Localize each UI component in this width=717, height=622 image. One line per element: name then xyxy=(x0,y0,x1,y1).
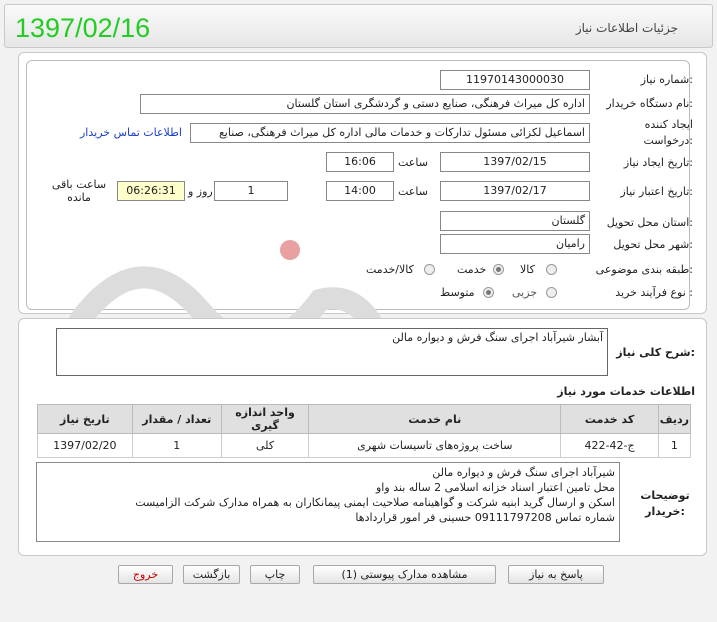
cell-service-name: ساخت پروژه‌های تاسیسات شهری xyxy=(309,434,561,458)
attachments-button[interactable]: مشاهده مدارک پیوستی (1) xyxy=(313,565,496,584)
page-title: جزئیات اطلاعات نیاز xyxy=(575,21,678,35)
cell-unit: کلی xyxy=(221,434,308,458)
remaining-time-field: 06:26:31 xyxy=(117,181,185,201)
need-number-label: شماره نیاز: xyxy=(640,73,693,86)
print-button[interactable]: چاپ xyxy=(250,565,300,584)
requester-label: ایجاد کننده درخواست: xyxy=(643,118,693,147)
category-goods-text: کالا xyxy=(520,263,535,276)
city-label: شهر محل تحویل: xyxy=(613,238,693,251)
buyer-notes-line: اسکن و ارسال گرید ابنیه شرکت و گواهینامه صلاحیت ایمنی پیمانکاران به همراه مدارک شرکت الزامیست xyxy=(135,496,615,509)
buyer-org-field: اداره کل میراث فرهنگی، صنایع دستی و گردشگری استان گلستان xyxy=(140,94,590,114)
process-radio-minor[interactable] xyxy=(546,287,557,298)
validity-time-field: 14:00 xyxy=(326,181,394,201)
buyer-notes-field xyxy=(36,462,620,542)
category-service-text: خدمت xyxy=(457,263,487,276)
created-time-label: ساعت xyxy=(398,156,428,169)
general-desc-label: شرح کلی نیاز: xyxy=(616,346,695,359)
validity-date-field: 1397/02/17 xyxy=(440,181,590,201)
process-label: نوع فرآیند خرید : xyxy=(615,286,693,299)
category-radio-goods[interactable] xyxy=(546,264,557,275)
validity-time-label: ساعت xyxy=(398,185,428,198)
cell-row: 1 xyxy=(658,434,690,458)
col-unit: واحد اندازه گیری xyxy=(221,405,308,434)
buyer-contact-link[interactable]: اطلاعات تماس خریدار xyxy=(80,126,182,139)
reply-button[interactable]: پاسخ به نیاز xyxy=(508,565,604,584)
col-service-code: کد خدمت xyxy=(561,405,658,434)
col-quantity: تعداد / مقدار xyxy=(132,405,221,434)
validity-date-label: تاریخ اعتبار نیاز: xyxy=(620,185,693,198)
remaining-days-label: روز و xyxy=(188,185,213,198)
created-time-field: 16:06 xyxy=(326,152,394,172)
header-bar xyxy=(4,4,713,48)
buyer-notes-line: محل تامین اعتبار اسناد خزانه اسلامی 2 ساله بند واو xyxy=(375,481,615,494)
col-need-date: تاریخ نیاز xyxy=(38,405,133,434)
process-medium-text: متوسط xyxy=(440,286,475,299)
process-radio-medium[interactable] xyxy=(483,287,494,298)
buyer-notes-label: توضیحات خریدار: xyxy=(640,489,690,518)
created-date-label: تاریخ ایجاد نیاز: xyxy=(623,156,693,169)
created-date-field: 1397/02/15 xyxy=(440,152,590,172)
city-field: رامیان xyxy=(440,234,590,254)
back-button[interactable]: بازگشت xyxy=(183,565,240,584)
date-stamp: 1397/02/16 xyxy=(15,13,151,43)
need-number-field: 1197014300003​0 xyxy=(440,70,590,90)
exit-button[interactable]: خروج xyxy=(118,565,173,584)
category-radio-goods-service[interactable] xyxy=(424,264,435,275)
cell-service-code: ج-42-422 xyxy=(561,434,658,458)
table-header-row xyxy=(38,405,691,434)
category-goods-service-text: کالا/خدمت xyxy=(366,263,414,276)
province-label: استان محل تحویل: xyxy=(606,216,693,229)
col-service-name: نام خدمت xyxy=(309,405,561,434)
cell-need-date: 1397/02/20 xyxy=(38,434,133,458)
services-table xyxy=(37,404,691,458)
cell-quantity: 1 xyxy=(132,434,221,458)
general-desc-field: آبشار شیرآباد اجرای سنگ فرش و دیواره مالن xyxy=(56,328,608,376)
process-minor-text: جزیی xyxy=(512,286,538,299)
buyer-notes-line: شماره تماس 09111797208 حسینی فر امور قراردادها xyxy=(355,511,615,524)
remaining-time-label: ساعت باقی مانده xyxy=(51,178,107,204)
col-row: ردیف xyxy=(658,405,690,434)
requester-field: اسماعیل لکزائی مسئول تدارکات و خدمات مالی اداره کل میراث فرهنگی، صنایع xyxy=(190,123,590,143)
remaining-days-field: 1 xyxy=(214,181,288,201)
category-label: طبقه بندی موضوعی: xyxy=(595,263,693,276)
buyer-org-label: نام دستگاه خریدار: xyxy=(606,97,693,110)
buyer-notes-line: شیرآباد اجرای سنگ فرش و دیواره مالن xyxy=(432,466,615,479)
category-radio-service[interactable] xyxy=(493,264,504,275)
table-row xyxy=(38,434,691,458)
services-title: اطلاعات خدمات مورد نیاز xyxy=(557,385,695,398)
province-field: گلستان xyxy=(440,211,590,231)
